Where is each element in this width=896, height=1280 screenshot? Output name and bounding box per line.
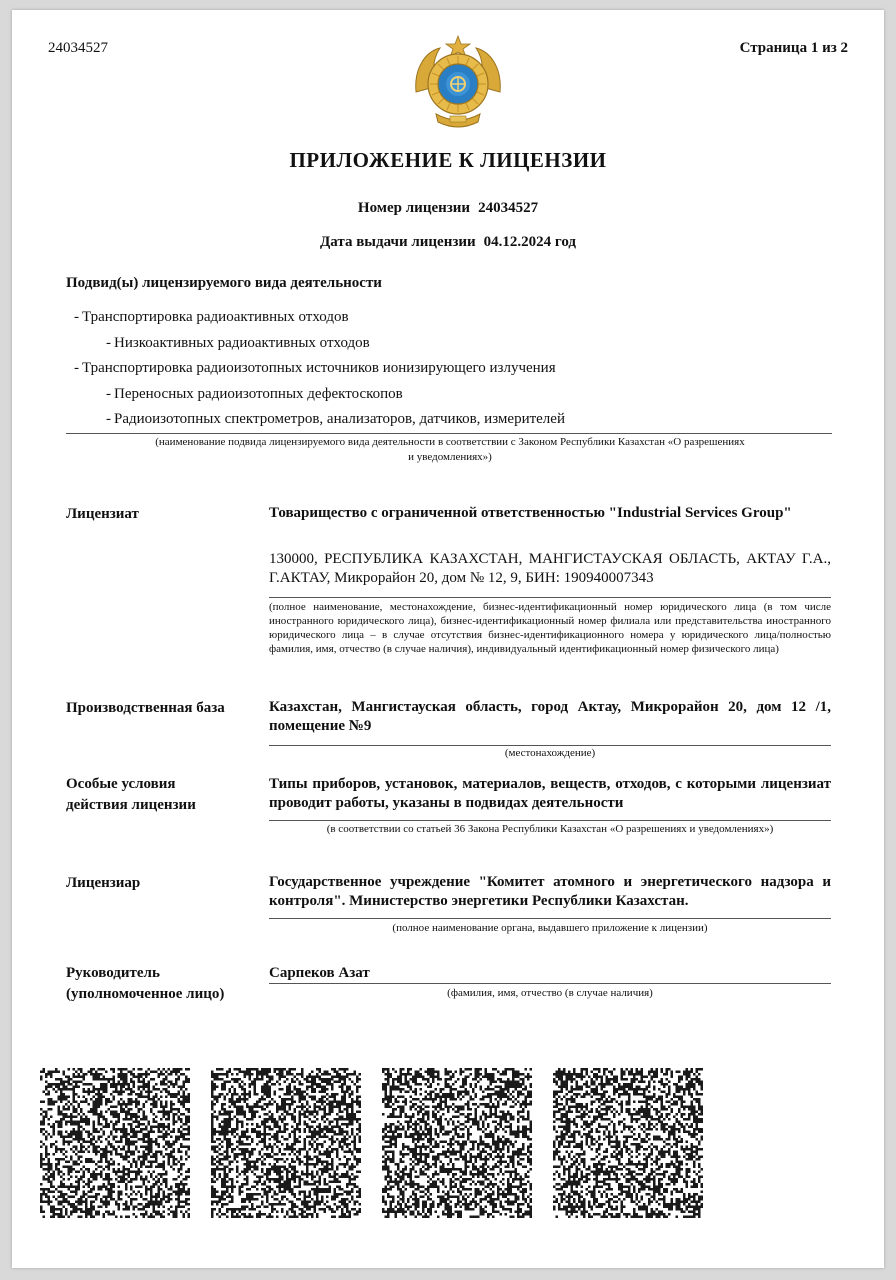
licensee-name: Товарищество с ограниченной ответственностью "Industrial Services Group" <box>269 505 792 521</box>
license-number-line <box>12 200 884 217</box>
license-date-line <box>12 234 884 251</box>
divider <box>269 820 831 821</box>
licensor-note: (полное наименование органа, выдавшего приложение к лицензии) <box>392 922 708 934</box>
license-number-label: Номер лицензии <box>357 200 471 216</box>
special-conditions-value: Типы приборов, установок, материалов, веществ, отходов, с которыми лицензиат проводит работы, указаны в подвидах деятельности <box>269 776 831 811</box>
divider <box>269 918 831 919</box>
activity-subitem: - Радиоизотопных спектрометров, анализаторов, датчиков, измерителей <box>106 411 565 427</box>
head-value: Сарпеков Азат <box>269 965 370 981</box>
qr-code-icon <box>211 1068 361 1218</box>
activity-item: - Транспортировка радиоизотопных источников ионизирующего излучения <box>74 360 556 376</box>
licensee-address: 130000, РЕСПУБЛИКА КАЗАХСТАН, МАНГИСТАУСКАЯ ОБЛАСТЬ, АКТАУ Г.А., Г.АКТАУ, Микрорайон 20, дом № 12, 9, БИН: 190940007343 <box>269 551 831 586</box>
license-date-value: 04.12.2024 год <box>483 234 577 250</box>
licensee-note: (полное наименование, местонахождение, бизнес-идентификационный номер юридического лица (в том числе иностранного юридического лица), бизнес-идентификационный номер филиала или представительства иностранного юридического лица – в случае отсутствия бизнес-идентификационного номера у юридического лица/полностью фамилия, имя, отчество (в случае наличия), индивидуальный идентификационный номер физического лица) <box>269 601 831 655</box>
licensor-value: Государственное учреждение "Комитет атомного и энергетического надзора и контроля". Министерство энергетики Республики Казахстан. <box>269 874 831 909</box>
page-title: ПРИЛОЖЕНИЕ К ЛИЦЕНЗИИ <box>289 148 607 172</box>
activities-note: (наименование подвида лицензируемого вида деятельности в соответствии с Законом Республики Казахстан «О разрешениях и уведомлениях») <box>155 436 745 463</box>
divider <box>269 597 831 598</box>
qr-code-icon <box>40 1068 190 1218</box>
license-date-label: Дата выдачи лицензии <box>319 234 476 250</box>
page-indicator: Страница 1 из 2 <box>739 40 848 56</box>
divider <box>66 433 832 434</box>
qr-code-icon <box>553 1068 703 1218</box>
production-base-value: Казахстан, Мангистауская область, город Актау, Микрорайон 20, дом 12 /1, помещение №9 <box>269 699 831 734</box>
kazakhstan-emblem-icon <box>410 34 506 130</box>
production-base-note: (местонахождение) <box>504 747 596 759</box>
document-page <box>12 10 884 1268</box>
activity-subitem: - Переносных радиоизотопных дефектоскопов <box>106 386 403 402</box>
special-conditions-label: Особые условия действия лицензии <box>66 776 196 813</box>
head-label: Руководитель (уполномоченное лицо) <box>66 965 225 1002</box>
licensee-label: Лицензиат <box>66 506 139 522</box>
license-number-value: 24034527 <box>478 200 539 216</box>
licensor-label: Лицензиар <box>66 875 141 891</box>
special-conditions-note: (в соответствии со статьей 36 Закона Республики Казахстан «О разрешениях и уведомлениях») <box>326 823 774 835</box>
qr-code-icon <box>382 1068 532 1218</box>
production-base-label: Производственная база <box>66 700 225 716</box>
head-note: (фамилия, имя, отчество (в случае наличия) <box>447 987 653 999</box>
activity-subitem: - Низкоактивных радиоактивных отходов <box>106 335 370 351</box>
activity-item: - Транспортировка радиоактивных отходов <box>74 309 349 325</box>
doc-number: 24034527 <box>48 40 108 56</box>
divider <box>269 983 831 984</box>
activities-heading: Подвид(ы) лицензируемого вида деятельности <box>66 275 382 291</box>
